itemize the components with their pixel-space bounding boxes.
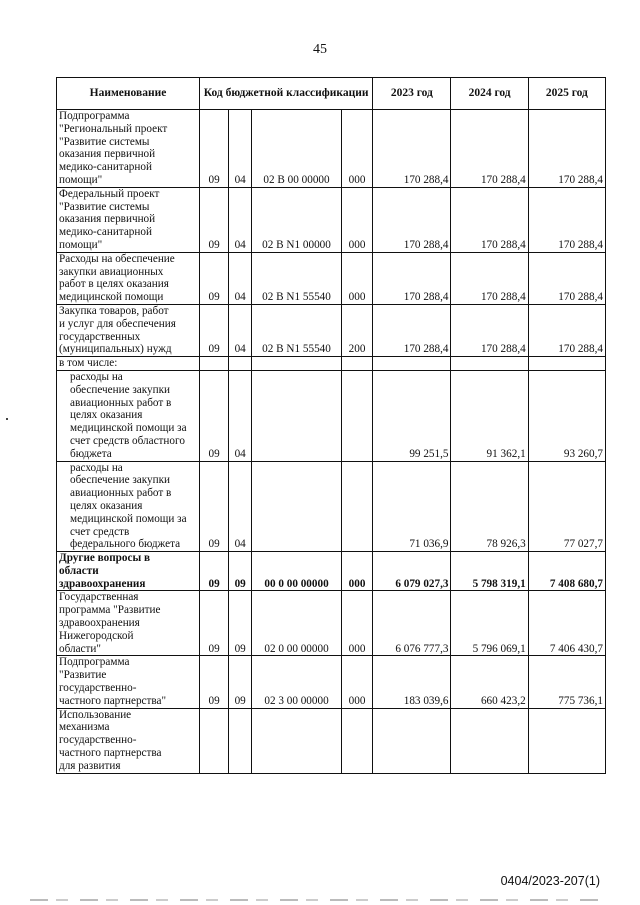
code-cell: 000	[341, 187, 372, 252]
code-cell: 09	[199, 461, 228, 552]
amount-cell	[451, 708, 528, 773]
code-cell: 000	[341, 110, 372, 188]
code-cell: 00 0 00 00000	[252, 552, 342, 591]
code-cell	[252, 461, 342, 552]
amount-cell: 775 736,1	[528, 656, 605, 708]
code-cell	[252, 370, 342, 461]
code-cell: 04	[229, 187, 252, 252]
row-name-cell: расходы на обеспечение закупки авиационных работ в целях оказания медицинской помощи за счет средств федерального бюджета	[57, 461, 200, 552]
amount-cell: 91 362,1	[451, 370, 528, 461]
amount-cell: 170 288,4	[373, 110, 451, 188]
amount-cell	[528, 357, 605, 371]
table-row	[57, 370, 606, 461]
amount-cell: 5 798 319,1	[451, 552, 528, 591]
amount-cell	[528, 708, 605, 773]
code-cell: 000	[341, 552, 372, 591]
code-cell: 09	[199, 370, 228, 461]
code-cell: 04	[229, 252, 252, 304]
header-2025: 2025 год	[528, 78, 605, 110]
amount-cell: 99 251,5	[373, 370, 451, 461]
table-row	[57, 656, 606, 708]
amount-cell: 170 288,4	[528, 304, 605, 356]
amount-cell: 170 288,4	[451, 187, 528, 252]
code-cell	[229, 708, 252, 773]
table-row	[57, 304, 606, 356]
code-cell: 09	[199, 110, 228, 188]
code-cell: 02 В N1 55540	[252, 304, 342, 356]
code-cell: 09	[229, 552, 252, 591]
code-cell: 000	[341, 591, 372, 656]
amount-cell: 170 288,4	[451, 252, 528, 304]
code-cell: 02 3 00 00000	[252, 656, 342, 708]
table-row	[57, 252, 606, 304]
row-name-cell: Использование механизма государственно- частного партнерства для развития	[57, 708, 200, 773]
code-cell	[252, 708, 342, 773]
document-code: 0404/2023-207(1)	[500, 874, 600, 888]
header-2023: 2023 год	[373, 78, 451, 110]
code-cell: 04	[229, 370, 252, 461]
amount-cell: 7 408 680,7	[528, 552, 605, 591]
row-name-cell: Подпрограмма "Развитие государственно- частного партнерства"	[57, 656, 200, 708]
row-name-cell: в том числе:	[57, 357, 200, 371]
code-cell: 09	[199, 591, 228, 656]
code-cell	[341, 370, 372, 461]
amount-cell: 5 796 069,1	[451, 591, 528, 656]
code-cell: 09	[229, 591, 252, 656]
amount-cell: 170 288,4	[451, 110, 528, 188]
table-row	[57, 357, 606, 371]
row-name-cell: Федеральный проект "Развитие системы оказания первичной медико-санитарной помощи"	[57, 187, 200, 252]
code-cell: 000	[341, 252, 372, 304]
code-cell: 09	[199, 252, 228, 304]
code-cell	[252, 357, 342, 371]
code-cell: 09	[229, 656, 252, 708]
header-code: Код бюджетной классификации	[199, 78, 372, 110]
amount-cell	[373, 708, 451, 773]
code-cell: 02 В N1 00000	[252, 187, 342, 252]
amount-cell: 7 406 430,7	[528, 591, 605, 656]
amount-cell: 660 423,2	[451, 656, 528, 708]
code-cell	[229, 357, 252, 371]
code-cell	[199, 708, 228, 773]
row-name-cell: Государственная программа "Развитие здравоохранения Нижегородской области"	[57, 591, 200, 656]
header-name: Наименование	[57, 78, 200, 110]
code-cell: 02 В N1 55540	[252, 252, 342, 304]
header-2024: 2024 год	[451, 78, 528, 110]
amount-cell: 78 926,3	[451, 461, 528, 552]
amount-cell: 170 288,4	[373, 187, 451, 252]
table-row	[57, 552, 606, 591]
amount-cell: 6 076 777,3	[373, 591, 451, 656]
amount-cell: 71 036,9	[373, 461, 451, 552]
code-cell: 02 В 00 00000	[252, 110, 342, 188]
table-row	[57, 461, 606, 552]
code-cell	[341, 708, 372, 773]
table-row	[57, 591, 606, 656]
amount-cell: 93 260,7	[528, 370, 605, 461]
code-cell	[199, 357, 228, 371]
amount-cell: 170 288,4	[528, 110, 605, 188]
row-name-cell: расходы на обеспечение закупки авиационных работ в целях оказания медицинской помощи за счет средств областного бюджета	[57, 370, 200, 461]
code-cell: 09	[199, 187, 228, 252]
amount-cell: 170 288,4	[528, 252, 605, 304]
table-row	[57, 110, 606, 188]
code-cell: 04	[229, 461, 252, 552]
row-name-cell: Расходы на обеспечение закупки авиационных работ в целях оказания медицинской помощи	[57, 252, 200, 304]
table-row	[57, 187, 606, 252]
amount-cell	[451, 357, 528, 371]
amount-cell: 170 288,4	[373, 304, 451, 356]
table-header-row	[57, 78, 606, 110]
code-cell	[341, 357, 372, 371]
code-cell: 000	[341, 656, 372, 708]
row-name-cell: Подпрограмма "Региональный проект "Развитие системы оказания первичной медико-санитарной помощи"	[57, 110, 200, 188]
code-cell: 04	[229, 110, 252, 188]
amount-cell: 6 079 027,3	[373, 552, 451, 591]
amount-cell: 77 027,7	[528, 461, 605, 552]
budget-table	[56, 77, 606, 774]
code-cell: 200	[341, 304, 372, 356]
code-cell: 02 0 00 00000	[252, 591, 342, 656]
code-cell: 09	[199, 552, 228, 591]
code-cell: 09	[199, 304, 228, 356]
row-name-cell: Закупка товаров, работ и услуг для обеспечения государственных (муниципальных) нужд	[57, 304, 200, 356]
amount-cell: 170 288,4	[528, 187, 605, 252]
amount-cell: 183 039,6	[373, 656, 451, 708]
table-row	[57, 708, 606, 773]
amount-cell: 170 288,4	[451, 304, 528, 356]
amount-cell: 170 288,4	[373, 252, 451, 304]
row-name-cell: Другие вопросы в области здравоохранения	[57, 552, 200, 591]
page-number: 45	[313, 42, 327, 57]
scan-edge-artifact	[30, 899, 600, 901]
code-cell: 04	[229, 304, 252, 356]
scan-speck	[6, 418, 8, 420]
amount-cell	[373, 357, 451, 371]
code-cell	[341, 461, 372, 552]
code-cell: 09	[199, 656, 228, 708]
